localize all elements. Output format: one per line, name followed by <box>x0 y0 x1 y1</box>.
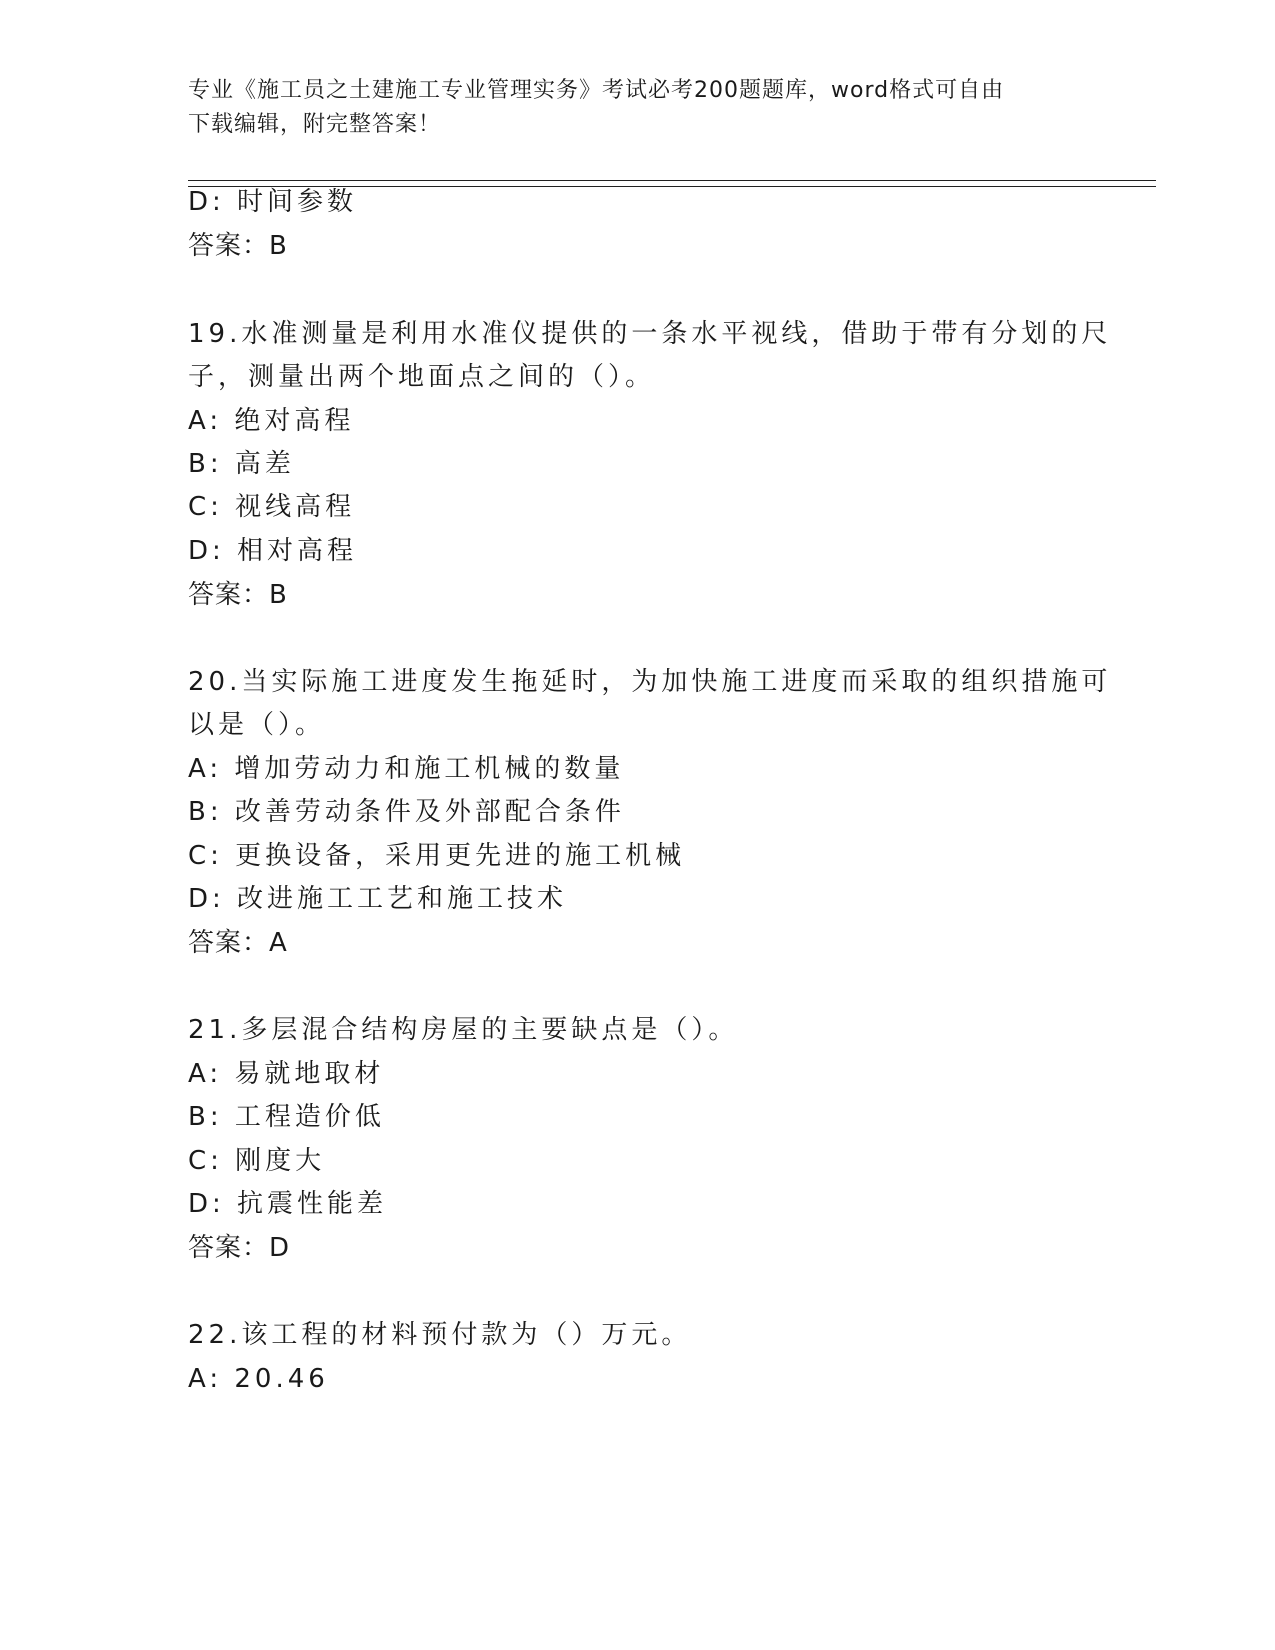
q19-option-a: A: 绝对高程 <box>188 406 355 436</box>
q20-option-d: D: 改进施工工艺和施工技术 <box>188 884 568 914</box>
q20-answer: 答案：A <box>188 928 288 958</box>
q19-answer: 答案：B <box>188 580 288 610</box>
prev-answer: 答案：B <box>188 231 288 261</box>
header-line-1: 专业《施工员之土建施工专业管理实务》考试必考200题题库，word格式可自由 <box>188 78 1005 103</box>
header-line-2: 下载编辑，附完整答案！ <box>188 112 442 137</box>
q20-stem-line-1: 20.当实际施工进度发生拖延时，为加快施工进度而采取的组织措施可 <box>188 667 1112 697</box>
q21-option-a: A: 易就地取材 <box>188 1059 385 1089</box>
q19-option-d: D: 相对高程 <box>188 536 358 566</box>
q19-option-c: C: 视线高程 <box>188 492 356 522</box>
q22-option-a: A: 20.46 <box>188 1364 329 1394</box>
q19-stem-line-1: 19.水准测量是利用水准仪提供的一条水平视线，借助于带有分划的尺 <box>188 319 1112 349</box>
page-header <box>188 74 1088 142</box>
q21-answer: 答案：D <box>188 1233 291 1263</box>
q20-option-b: B: 改善劳动条件及外部配合条件 <box>188 797 625 827</box>
q22-stem-line-1: 22.该工程的材料预付款为（）万元。 <box>188 1320 692 1350</box>
q19-stem-line-2: 子，测量出两个地面点之间的（）。 <box>188 362 656 392</box>
q21-option-d: D: 抗震性能差 <box>188 1189 388 1219</box>
q20-option-c: C: 更换设备，采用更先进的施工机械 <box>188 841 686 871</box>
q20-option-a: A: 增加劳动力和施工机械的数量 <box>188 754 625 784</box>
q19-option-b: B: 高差 <box>188 449 295 479</box>
q20-stem-line-2: 以是（）。 <box>188 710 326 740</box>
q21-option-c: C: 刚度大 <box>188 1146 326 1176</box>
q21-stem-line-1: 21.多层混合结构房屋的主要缺点是（）。 <box>188 1015 739 1045</box>
q21-option-b: B: 工程造价低 <box>188 1102 385 1132</box>
prev-option-d: D: 时间参数 <box>188 187 358 217</box>
